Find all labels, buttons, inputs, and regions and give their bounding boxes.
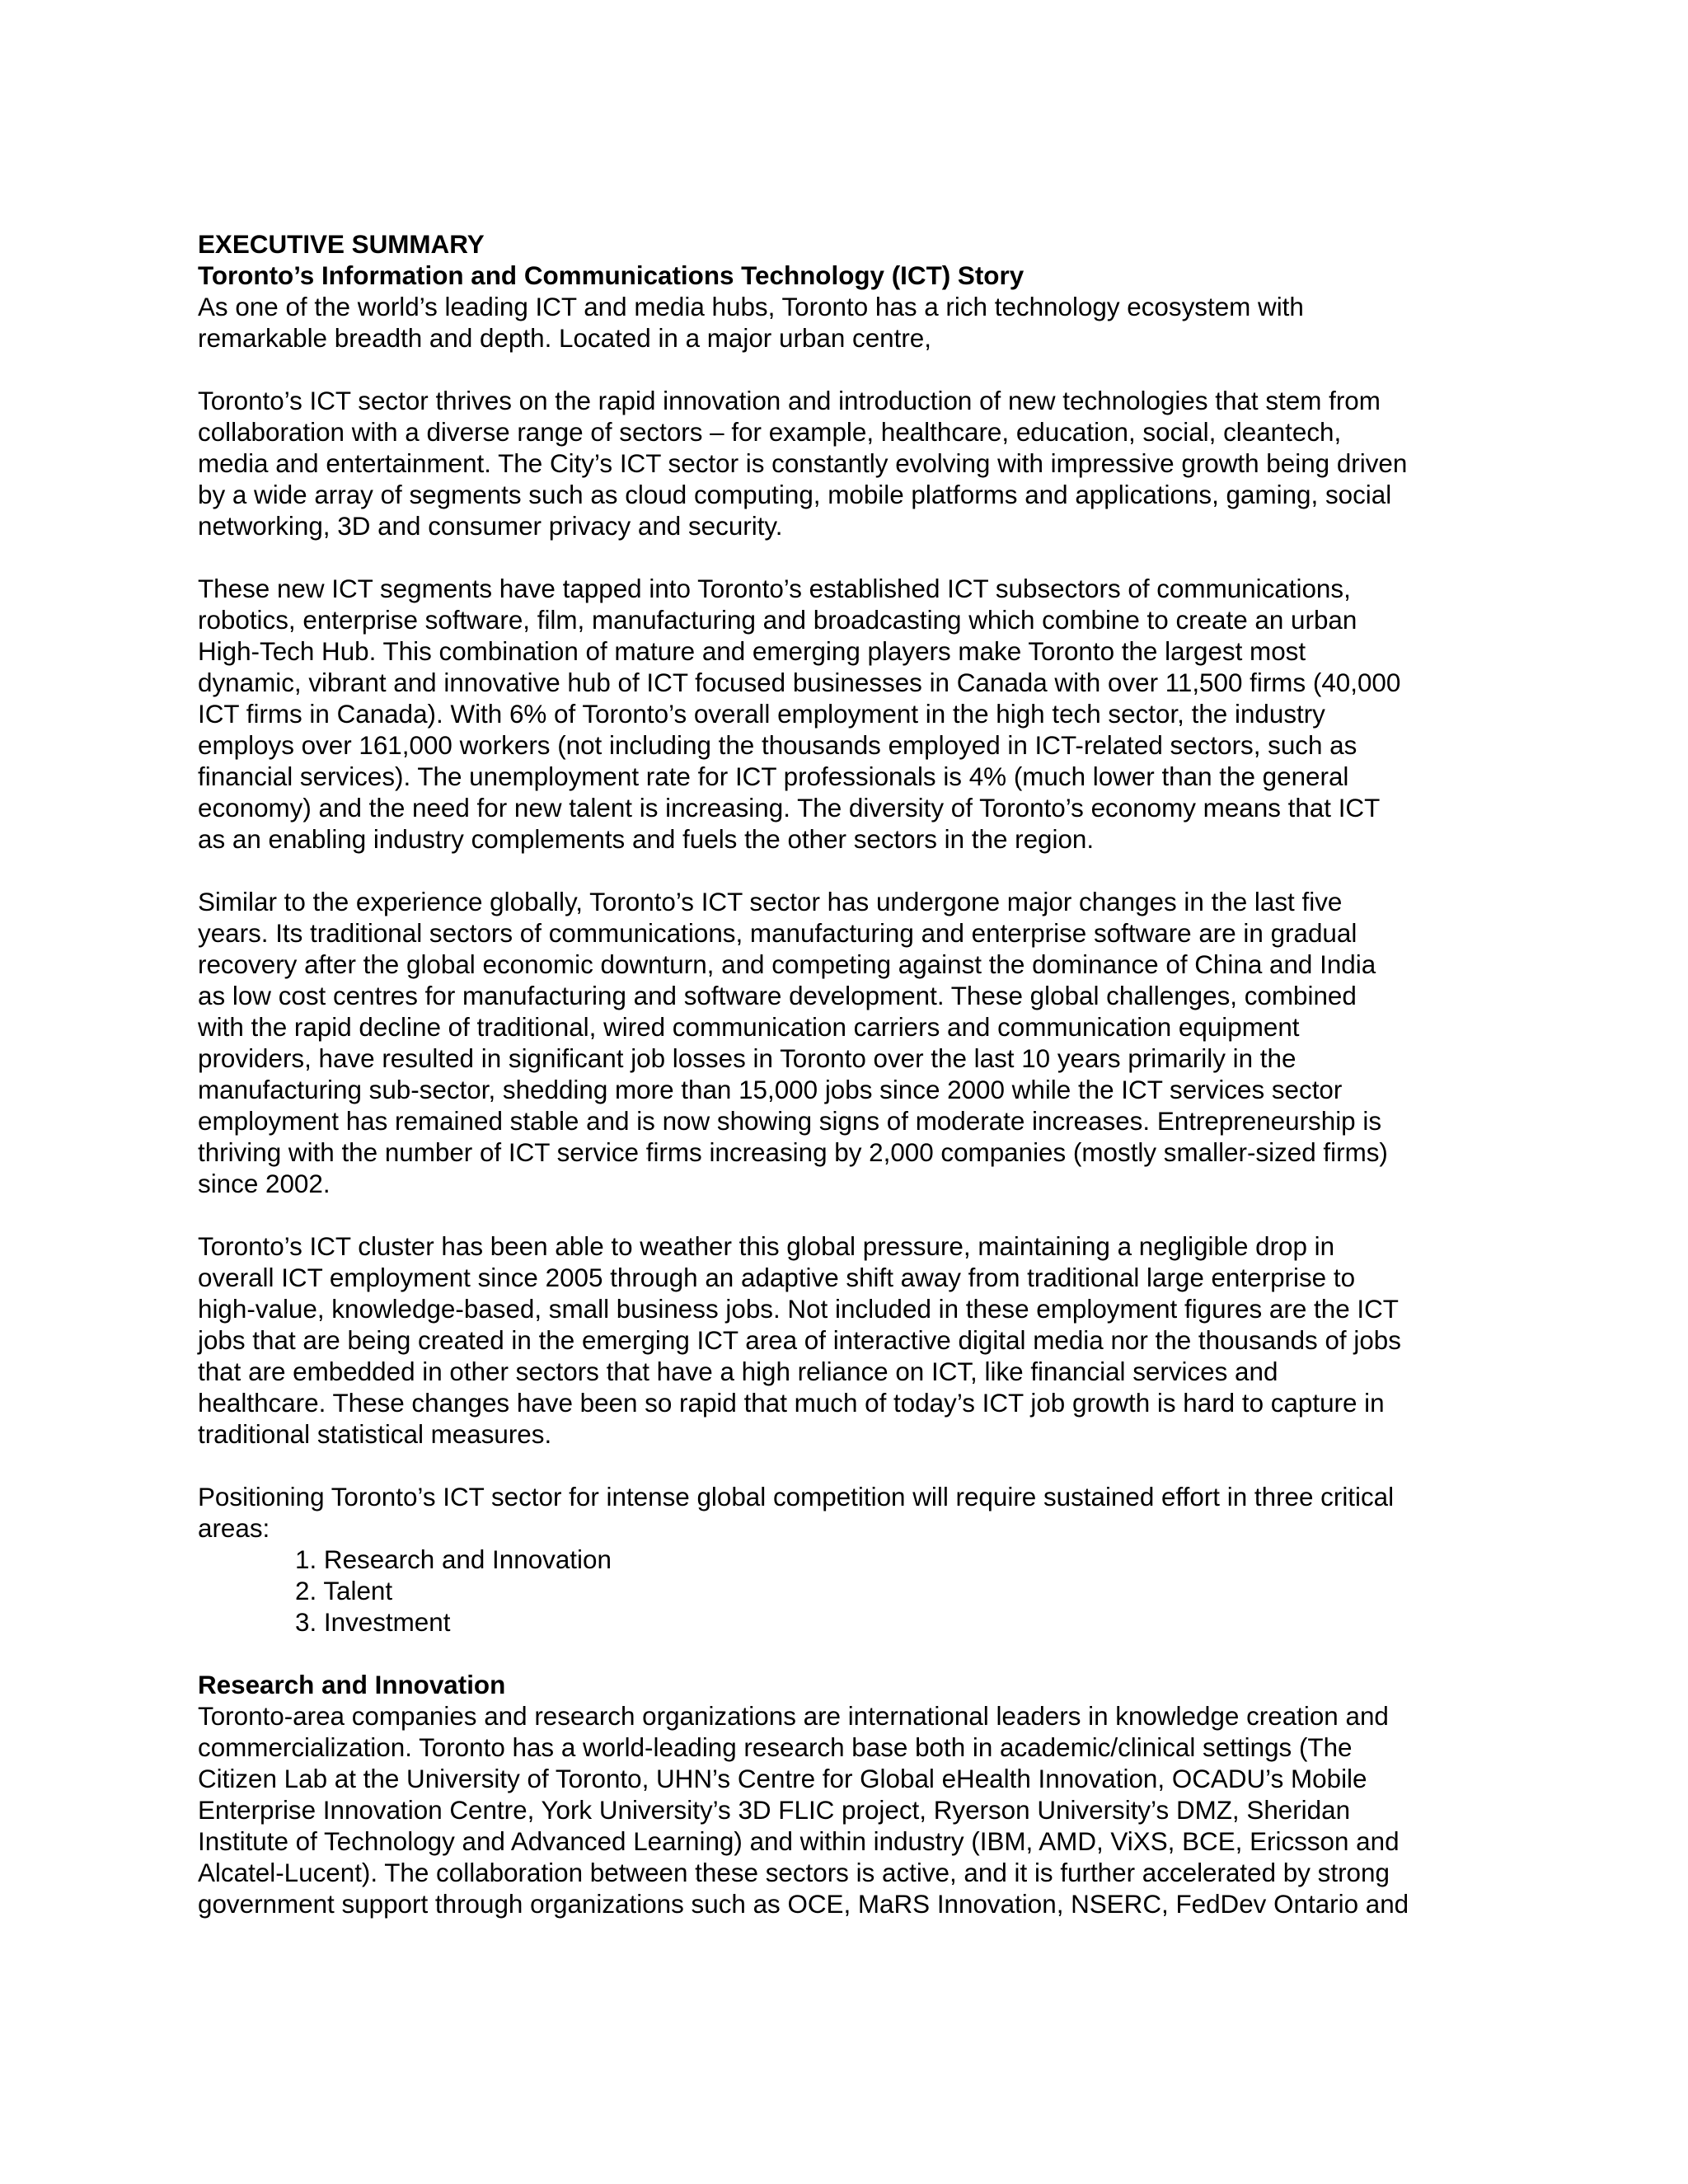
paragraph-segments: These new ICT segments have tapped into Toronto’s established ICT subsectors of communications, robotics, enterprise software, film, manufacturing and broadcasting which combine to create an urban High-Tech Hub. This combination of mature and emerging players make Toronto the largest most dynamic, vibrant and innovative hub of ICT focused businesses in Canada with over 11,500 firms (40,000 ICT firms in Canada). With 6% of Toronto’s overall employment in the high tech sector, the industry employs over 161,000 workers (not including the thousands employed in ICT-related sectors, such as financial services). The unemployment rate for ICT professionals is 4% (much lower than the general economy) and the need for new talent is increasing. The diversity of Toronto’s economy means that ICT as an enabling industry complements and fuels the other sectors in the region.: [198, 574, 1401, 854]
list-item: 1. Research and Innovation: [295, 1545, 612, 1574]
paragraph-research: Toronto-area companies and research organizations are international leaders in knowledge creation and commercialization. Toronto has a world-leading research base both in academic/clinical settings (The Citizen Lab at the University of Toronto, UHN’s Centre for Global eHealth Innovation, OCADU’s Mobile Enterprise Innovation Centre, York University’s 3D FLIC project, Ryerson University’s DMZ, Sheridan Institute of Technology and Advanced Learning) and within industry (IBM, AMD, ViXS, BCE, Ericsson and Alcatel-Lucent). The collaboration between these sectors is active, and it is further accelerated by strong government support through organizations such as OCE, MaRS Innovation, NSERC, FedDev Ontario and: [198, 1702, 1409, 1919]
document-subheading: Toronto’s Information and Communications Technology (ICT) Story: [198, 261, 1025, 290]
paragraph-cluster: Toronto’s ICT cluster has been able to weather this global pressure, maintaining a negligible drop in overall ICT employment since 2005 through an adaptive shift away from traditional large enterprise to high-value, knowledge-based, small business jobs. Not included in these employment figures are the ICT jobs that are being created in the emerging ICT area of interactive digital media nor the thousands of jobs that are embedded in other sectors that have a high reliance on ICT, like financial services and healthcare. These changes have been so rapid that much of today’s ICT job growth is hard to capture in traditional statistical measures.: [198, 1232, 1401, 1449]
paragraph-positioning: Positioning Toronto’s ICT sector for intense global competition will require sustained effort in three critical areas:: [198, 1483, 1395, 1543]
list-item: 2. Talent: [295, 1577, 393, 1605]
paragraph-sector-thrives: Toronto’s ICT sector thrives on the rapid innovation and introduction of new technologies that stem from collaboration with a diverse range of sectors – for example, healthcare, education, social, cleantech, media and entertainment. The City’s ICT sector is constantly evolving with impressive growth being driven by a wide array of segments such as cloud computing, mobile platforms and applications, gaming, social networking, 3D and consumer privacy and security.: [198, 387, 1408, 541]
document-heading: EXECUTIVE SUMMARY: [198, 230, 485, 259]
paragraph-intro: As one of the world’s leading ICT and media hubs, Toronto has a rich technology ecosystem with remarkable breadth and depth. Located in a major urban centre,: [198, 293, 1304, 353]
critical-areas-list: [198, 1544, 1517, 1638]
paragraph-global-experience: Similar to the experience globally, Toronto’s ICT sector has undergone major changes in the last five years. Its traditional sectors of communications, manufacturing and enterprise software are in gradual recovery after the global economic downturn, and competing against the dominance of China and India as low cost centres for manufacturing and software development. These global challenges, combined with the rapid decline of traditional, wired communication carriers and communication equipment providers, have resulted in significant job losses in Toronto over the last 10 years primarily in the manufacturing sub-sector, shedding more than 15,000 jobs since 2000 while the ICT services sector employment has remained stable and is now showing signs of moderate increases. Entrepreneurship is thriving with the number of ICT service firms increasing by 2,000 companies (mostly smaller-sized firms) since 2002.: [198, 888, 1388, 1198]
document-page: [198, 229, 1517, 1920]
list-item: 3. Investment: [295, 1608, 451, 1637]
section-heading-research: Research and Innovation: [198, 1671, 506, 1699]
